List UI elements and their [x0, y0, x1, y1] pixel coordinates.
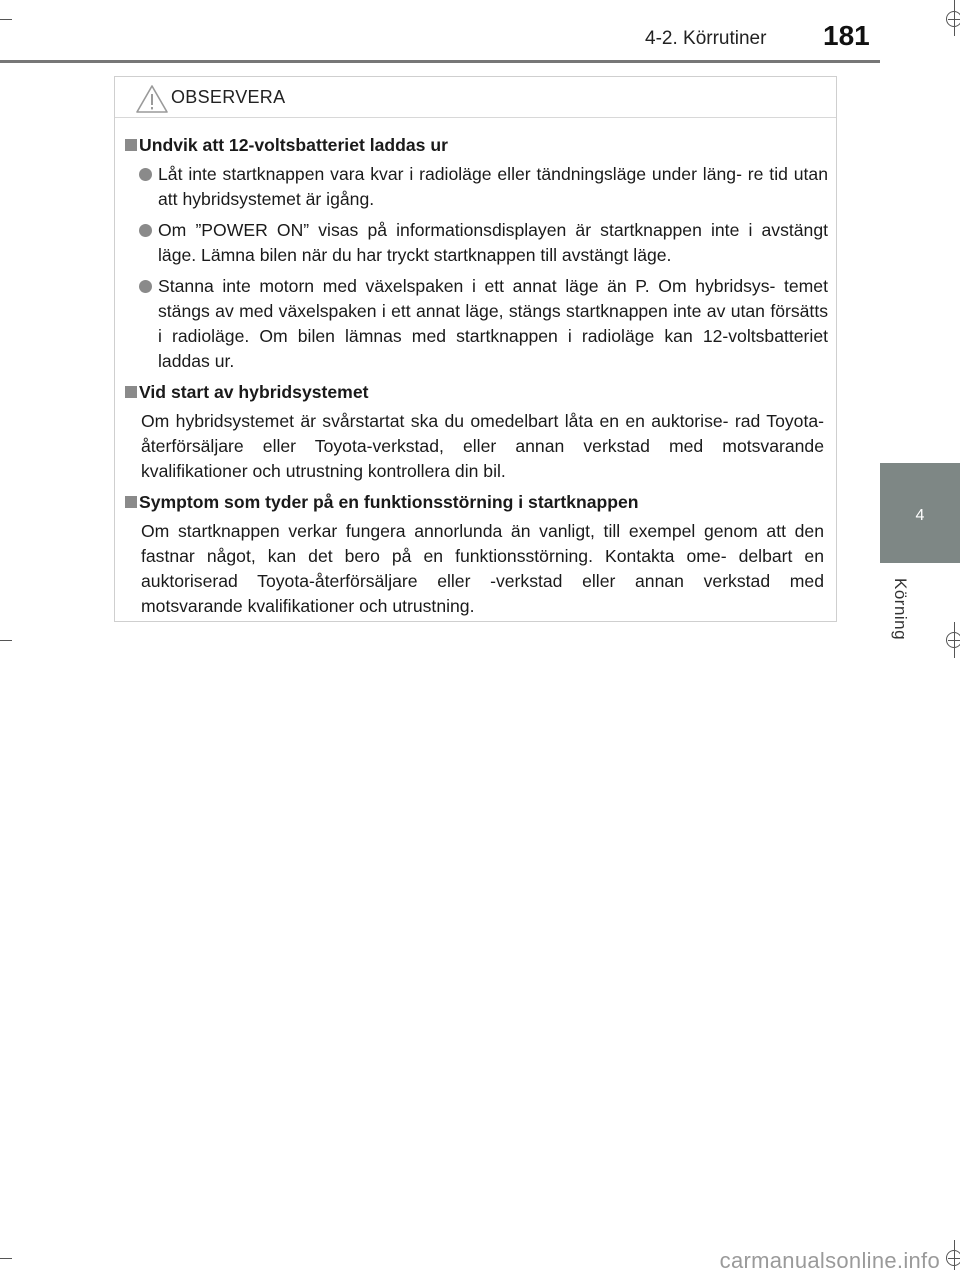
- section-heading: Vid start av hybridsystemet: [115, 380, 838, 405]
- registration-mark: [946, 11, 960, 27]
- square-bullet-icon: [125, 496, 137, 508]
- page-number: 181: [823, 20, 870, 51]
- registration-mark: [946, 1250, 960, 1266]
- crop-mark: [0, 19, 12, 20]
- dot-bullet-icon: [139, 280, 152, 293]
- watermark: carmanualsonline.info: [719, 1248, 940, 1273]
- section-paragraph: Om hybridsystemet är svårstartat ska du omedelbart låta en en auktorise- rad Toyota-återförsäljare eller Toyota-verkstad, eller annan verkstad med motsvarande kvalifikationer och utrustning kontrollera din bil.: [141, 411, 824, 481]
- dot-bullet-icon: [139, 224, 152, 237]
- section-title: 4-2. Körrutiner: [645, 28, 767, 49]
- list-item: Om ”POWER ON” visas på informationsdisplayen är startknappen inte i avstängt läge. Lämna bilen när du har tryckt startknappen till avstängt läge.: [115, 218, 838, 268]
- square-bullet-icon: [125, 386, 137, 398]
- caution-box: [114, 76, 837, 622]
- caution-section: [115, 380, 838, 484]
- header-rule: [0, 60, 880, 63]
- caution-section: [115, 490, 838, 619]
- caution-title: OBSERVERA: [171, 87, 286, 107]
- section-heading: Symptom som tyder på en funktionsstörning i startknappen: [115, 490, 838, 515]
- chapter-number: 4: [915, 507, 925, 524]
- chapter-tab: [880, 463, 960, 563]
- list-item: Låt inte startknappen vara kvar i radioläge eller tändningsläge under läng- re tid utan att hybridsystemet är igång.: [115, 162, 838, 212]
- list-item: Stanna inte motorn med växelspaken i ett annat läge än P. Om hybridsys- temet stängs av med växelspaken i ett annat läge, stängs startknappen inte av utan försätts i radioläge. Om bilen lämnas med startknappen i radioläge kan 12-voltsbatteriet laddas ur.: [115, 274, 838, 374]
- section-paragraph: Om startknappen verkar fungera annorlunda än vanligt, till exempel genom att den fastnar något, kan det bero på en funktionsstörning. Kontakta ome- delbart en auktoriserad Toyota-återförsäljare eller -verkstad eller annan verkstad med motsvarande kvalifikationer och utrustning.: [141, 521, 824, 616]
- section-heading: Undvik att 12-voltsbatteriet laddas ur: [115, 133, 838, 158]
- caution-header: [115, 77, 836, 118]
- crop-mark: [0, 1258, 12, 1259]
- registration-mark: [946, 632, 960, 648]
- caution-section: [115, 133, 838, 374]
- crop-mark: [0, 640, 12, 641]
- square-bullet-icon: [125, 139, 137, 151]
- dot-bullet-icon: [139, 168, 152, 181]
- warning-triangle-icon: [135, 84, 169, 114]
- chapter-label: Körning: [891, 578, 910, 641]
- caution-content: [115, 133, 838, 625]
